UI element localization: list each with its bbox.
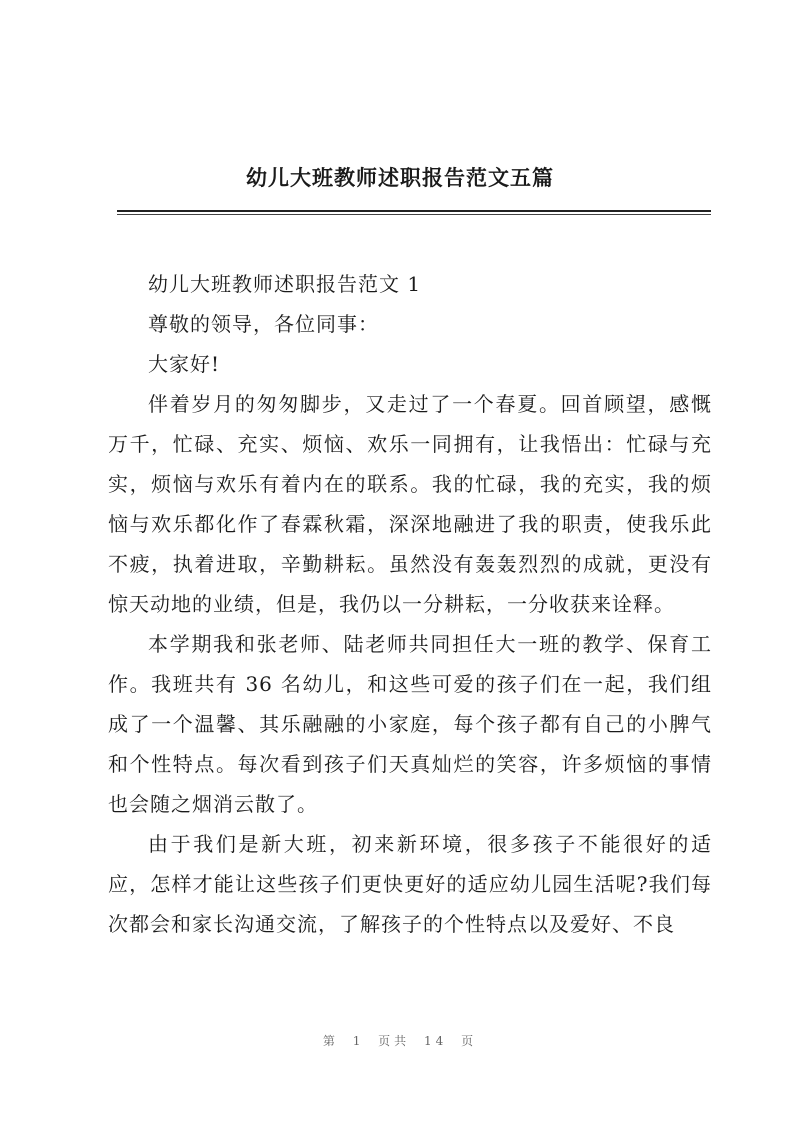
- document-body: [108, 264, 712, 944]
- paragraph: 伴着岁月的匆匆脚步，又走过了一个春夏。回首顾望，感慨万千，忙碌、充实、烦恼、欢乐一同拥有，让我悟出：忙碌与充实，烦恼与欢乐有着内在的联系。我的忙碌，我的充实，我的烦恼与欢乐都化作了春霖秋霜，深深地融进了我的职责，使我乐此不疲，执着进取，辛勤耕耘。虽然没有轰轰烈烈的成就，更没有惊天动地的业绩，但是，我仍以一分耕耘，一分收获来诠释。: [108, 392, 712, 616]
- title-divider-thin: [117, 214, 711, 215]
- footer-total-pages: 14: [424, 1034, 448, 1048]
- footer-suffix: 页: [461, 1034, 478, 1048]
- salutation: 尊敬的领导，各位同事：: [148, 312, 379, 336]
- document-title: 幼儿大班教师述职报告范文五篇: [246, 165, 554, 190]
- footer-prefix: 第: [322, 1034, 339, 1048]
- title-divider: [117, 210, 711, 212]
- footer-middle: 页共: [378, 1034, 411, 1048]
- section-heading: 幼儿大班教师述职报告范文 1: [148, 272, 422, 296]
- page-footer: [0, 1032, 800, 1049]
- paragraph: 由于我们是新大班，初来新环境，很多孩子不能很好的适应，怎样才能让这些孩子们更快更好的适应幼儿园生活呢?我们每次都会和家长沟通交流，了解孩子的个性特点以及爱好、不良: [108, 832, 712, 936]
- greeting: 大家好!: [148, 352, 221, 376]
- paragraph: 本学期我和张老师、陆老师共同担任大一班的教学、保育工作。我班共有 36 名幼儿，和这些可爱的孩子们在一起，我们组成了一个温馨、其乐融融的小家庭，每个孩子都有自己的小脾气和个性特点。每次看到孩子们天真灿烂的笑容，许多烦恼的事情也会随之烟消云散了。: [108, 632, 712, 816]
- footer-page-number: 1: [352, 1034, 365, 1048]
